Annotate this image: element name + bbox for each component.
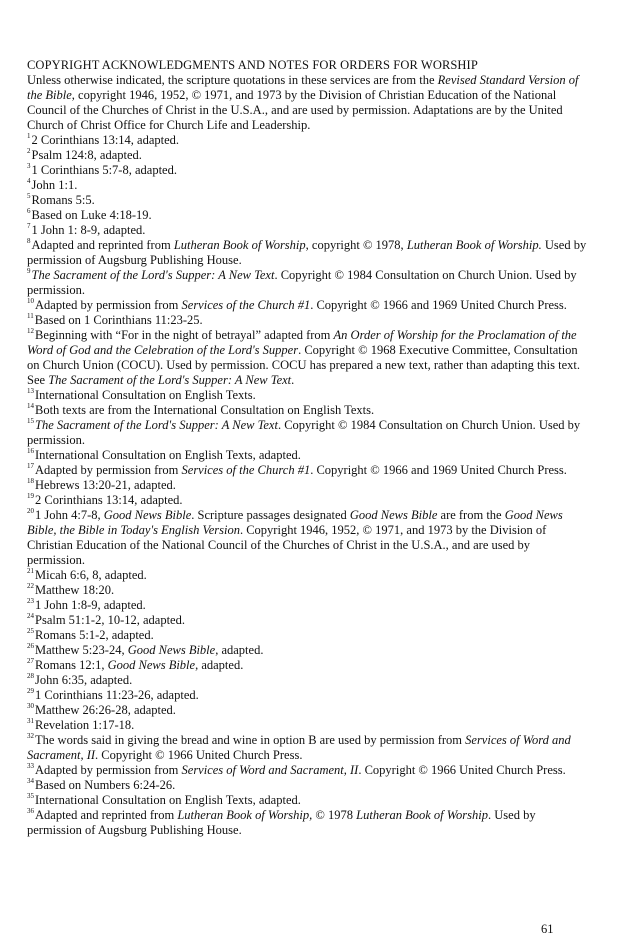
note-text: Psalm 51:1-2, 10-12, adapted. xyxy=(35,613,185,627)
italic-title: Lutheran Book of Worship xyxy=(356,808,488,822)
footnote-item xyxy=(27,478,587,493)
footnote-number: 12 xyxy=(27,327,34,335)
footnote-number: 1 xyxy=(27,132,31,140)
footnote-number: 26 xyxy=(27,642,34,650)
footnote-number: 18 xyxy=(27,477,34,485)
footnote-item xyxy=(27,148,587,163)
intro-paragraph xyxy=(27,73,587,133)
footnote-number: 17 xyxy=(27,462,34,470)
footnote-number: 4 xyxy=(27,177,31,185)
italic-title: Good News Bible xyxy=(107,658,196,672)
footnote-number: 14 xyxy=(27,402,34,410)
footnote-item xyxy=(27,598,587,613)
note-text: . Copyright © 1984 Consultation on Church Union. Used by permission. xyxy=(27,418,581,447)
footnote-item xyxy=(27,688,587,703)
footnote-number: 31 xyxy=(27,717,34,725)
footnote-item xyxy=(27,463,587,478)
note-text: , adapted. xyxy=(195,658,244,672)
footnote-item xyxy=(27,328,587,388)
note-text: Based on 1 Corinthians 11:23-25. xyxy=(34,313,203,327)
footnote-number: 11 xyxy=(27,312,34,320)
note-text: 1 John 1: 8-9, adapted. xyxy=(31,223,146,237)
footnote-item xyxy=(27,718,587,733)
footnote-item xyxy=(27,763,587,778)
italic-title: Services of the Church #1 xyxy=(181,298,311,312)
notes-list xyxy=(27,133,587,838)
note-text: . Copyright © 1968 Executive Committee, Consultation on Church Union (COCU). Used by permission. COCU has prepared a new text, rather than adapting this text. See xyxy=(27,343,581,387)
footnote-number: 2 xyxy=(27,147,31,155)
footnote-number: 16 xyxy=(27,447,34,455)
footnote-number: 33 xyxy=(27,762,34,770)
note-text: Both texts are from the International Consultation on English Texts. xyxy=(35,403,375,417)
note-text: Romans 5:5. xyxy=(31,193,95,207)
note-text: Romans 5:1-2, adapted. xyxy=(35,628,154,642)
footnote-item xyxy=(27,418,587,448)
footnote-item xyxy=(27,493,587,508)
footnote-item xyxy=(27,778,587,793)
note-text: . Copyright 1946, 1952, © 1971, and 1973 by the Division of Christian Education of the National Council of the Churches of Christ in the U.S.A., and are used by permission. xyxy=(27,523,547,567)
footnote-item xyxy=(27,658,587,673)
footnote-item xyxy=(27,388,587,403)
footnote-number: 20 xyxy=(27,507,34,515)
note-text: . Used by permission of Augsburg Publishing House. xyxy=(27,808,536,837)
note-text: Unless otherwise indicated, the scripture quotations in these services are from the xyxy=(27,73,438,87)
note-text: Matthew 18:20. xyxy=(35,583,115,597)
footnote-item xyxy=(27,223,587,238)
footnote-number: 32 xyxy=(27,732,34,740)
italic-title: Good News Bible xyxy=(103,508,192,522)
note-text: Adapted by permission from xyxy=(35,463,182,477)
note-text: 2 Corinthians 13:14, adapted. xyxy=(35,493,183,507)
note-text: Based on Luke 4:18-19. xyxy=(31,208,152,222)
note-text: Adapted and reprinted from xyxy=(35,808,178,822)
note-text: Used by permission of Augsburg Publishing House. xyxy=(27,238,587,267)
page-number: 61 xyxy=(541,922,554,936)
note-text: 1 John 1:8-9, adapted. xyxy=(35,598,146,612)
footnote-item xyxy=(27,628,587,643)
note-text: Romans 12:1, xyxy=(35,658,108,672)
page-heading: COPYRIGHT ACKNOWLEDGMENTS AND NOTES FOR ORDERS FOR WORSHIP xyxy=(27,58,478,72)
note-text: 2 Corinthians 13:14, adapted. xyxy=(31,133,180,147)
footnote-number: 35 xyxy=(27,792,34,800)
note-text: . Copyright © 1966 United Church Press. xyxy=(95,748,303,762)
note-text: , copyright 1946, 1952, © 1971, and 1973 by the Division of Christian Education of the National Council of the Churches of Christ in the U.S.A., and are used by permission. Adaptations are by the United Church of Christ Office for Church Life and Leadership. xyxy=(27,88,563,132)
footnote-item xyxy=(27,133,587,148)
note-text: Revelation 1:17-18. xyxy=(35,718,135,732)
footnote-number: 10 xyxy=(27,297,34,305)
footnote-number: 24 xyxy=(27,612,34,620)
note-text: Matthew 26:26-28, adapted. xyxy=(35,703,176,717)
footnote-item xyxy=(27,298,587,313)
note-text: Hebrews 13:20-21, adapted. xyxy=(35,478,176,492)
note-text: Adapted by permission from xyxy=(35,298,182,312)
footnote-number: 36 xyxy=(27,807,34,815)
note-text: , copyright © 1978, xyxy=(305,238,407,252)
italic-title: Services of Word and Sacrament, II xyxy=(27,733,571,762)
footnote-item xyxy=(27,238,587,268)
footnote-item xyxy=(27,403,587,418)
footnote-item xyxy=(27,793,587,808)
footnote-number: 19 xyxy=(27,492,34,500)
note-text: 1 John 4:7-8, xyxy=(35,508,104,522)
note-text: John 1:1. xyxy=(31,178,78,192)
italic-title: Services of Word and Sacrament, II xyxy=(181,763,359,777)
footnote-item xyxy=(27,448,587,463)
footnote-item xyxy=(27,568,587,583)
footnote-number: 15 xyxy=(27,417,34,425)
footnote-number: 30 xyxy=(27,702,34,710)
note-text: International Consultation on English Texts. xyxy=(35,388,256,402)
footnote-item xyxy=(27,193,587,208)
note-text: Beginning with “For in the night of betrayal” adapted from xyxy=(35,328,334,342)
italic-title: Revised Standard Version of the Bible xyxy=(27,73,579,102)
note-text: John 6:35, adapted. xyxy=(35,673,133,687)
acknowledgments-page xyxy=(27,58,587,838)
footnote-number: 23 xyxy=(27,597,34,605)
italic-title: Lutheran Book of Worship xyxy=(173,238,306,252)
footnote-item xyxy=(27,643,587,658)
footnote-number: 21 xyxy=(27,567,34,575)
note-text: . Scripture passages designated xyxy=(191,508,350,522)
footnote-item xyxy=(27,163,587,178)
footnote-number: 27 xyxy=(27,657,34,665)
note-text: The words said in giving the bread and wine in option B are used by permission from xyxy=(35,733,466,747)
note-text: Adapted and reprinted from xyxy=(31,238,174,252)
footnote-item xyxy=(27,703,587,718)
note-text: . Copyright © 1966 and 1969 United Church Press. xyxy=(310,298,567,312)
footnote-item xyxy=(27,313,587,328)
italic-title: The Sacrament of the Lord's Supper: A New Text xyxy=(31,268,275,282)
note-text: . Copyright © 1984 Consultation on Church Union. Used by permission. xyxy=(27,268,577,297)
footnote-item xyxy=(27,208,587,223)
footnote-item xyxy=(27,673,587,688)
italic-title: Good News Bible xyxy=(127,643,216,657)
note-text: International Consultation on English Texts, adapted. xyxy=(35,793,301,807)
italic-title: Lutheran Book of Worship, xyxy=(177,808,313,822)
italic-title: Services of the Church #1 xyxy=(181,463,311,477)
footnote-number: 6 xyxy=(27,207,31,215)
note-text: 1 Corinthians 5:7-8, adapted. xyxy=(31,163,177,177)
footnote-number: 28 xyxy=(27,672,34,680)
footnote-number: 7 xyxy=(27,222,31,230)
footnote-number: 13 xyxy=(27,387,34,395)
note-text: Psalm 124:8, adapted. xyxy=(31,148,142,162)
note-text: International Consultation on English Texts, adapted. xyxy=(35,448,301,462)
footnote-item xyxy=(27,733,587,763)
note-text: . xyxy=(291,373,295,387)
footnote-item xyxy=(27,178,587,193)
italic-title: The Sacrament of the Lord's Supper: A New Text xyxy=(48,373,292,387)
footnote-number: 25 xyxy=(27,627,34,635)
note-text: . Copyright © 1966 United Church Press. xyxy=(358,763,566,777)
note-text: 1 Corinthians 11:23-26, adapted. xyxy=(35,688,199,702)
footnote-number: 29 xyxy=(27,687,34,695)
note-text: Matthew 5:23-24, xyxy=(35,643,128,657)
footnote-number: 22 xyxy=(27,582,34,590)
note-text: Adapted by permission from xyxy=(35,763,182,777)
italic-title: Lutheran Book of Worship. xyxy=(406,238,542,252)
note-text: Micah 6:6, 8, adapted. xyxy=(35,568,147,582)
footnote-item xyxy=(27,613,587,628)
note-text: , adapted. xyxy=(215,643,264,657)
footnote-item xyxy=(27,508,587,568)
footnote-number: 34 xyxy=(27,777,34,785)
footnote-item xyxy=(27,583,587,598)
note-text: . Copyright © 1966 and 1969 United Church Press. xyxy=(310,463,567,477)
footnote-number: 5 xyxy=(27,192,31,200)
italic-title: Good News Bible, the Bible in Today's English Version xyxy=(27,508,563,537)
footnote-item xyxy=(27,268,587,298)
footnote-number: 9 xyxy=(27,267,31,275)
footnote-item xyxy=(27,808,587,838)
note-text: Based on Numbers 6:24-26. xyxy=(35,778,176,792)
note-text: are from the xyxy=(437,508,505,522)
italic-title: The Sacrament of the Lord's Supper: A New Text xyxy=(35,418,278,432)
italic-title: Good News Bible xyxy=(349,508,438,522)
footnote-number: 3 xyxy=(27,162,31,170)
note-text: © 1978 xyxy=(312,808,357,822)
italic-title: An Order of Worship for the Proclamation of the Word of God and the Celebration of the Lord's Supper xyxy=(27,328,577,357)
footnote-number: 8 xyxy=(27,237,31,245)
